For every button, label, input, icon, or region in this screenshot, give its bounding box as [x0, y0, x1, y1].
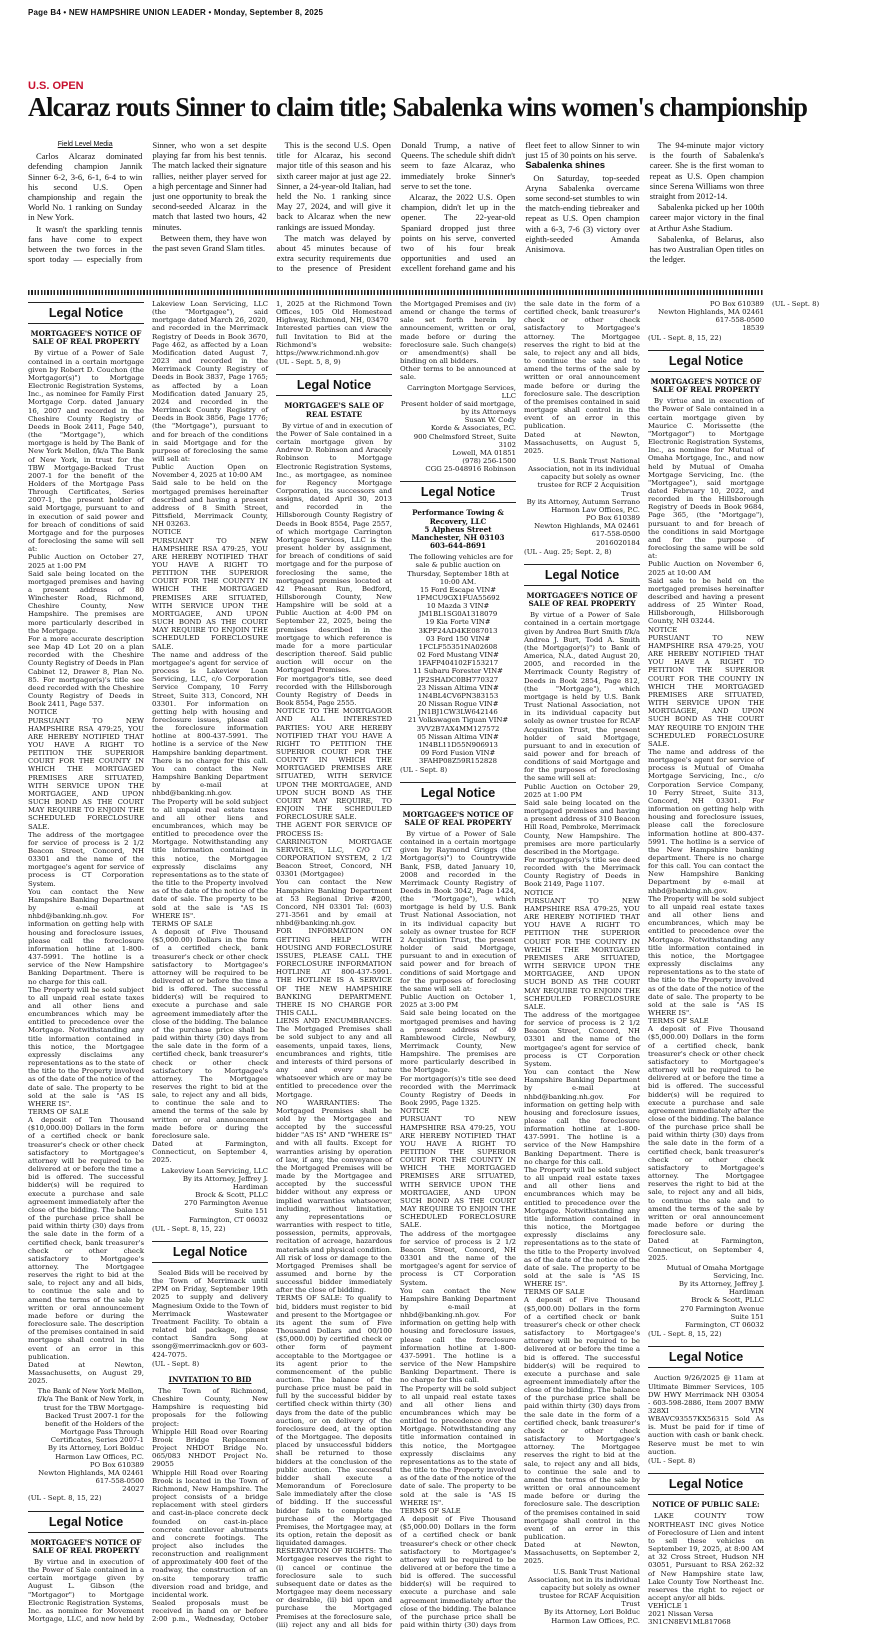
notice-body: By virtue and in execution of the Power of Sale contained in a certain mortgage given by Maurice C. Morissette (the "Mortgagor") to Mortgage Electronic Registration Systems, Inc., as nominee for Mutual of Omaha Mortgage, Inc., and now held by Mutual of Omaha Mortgage Servicing, Inc. (the "Mortgagee"), said mortgage dated February 10, 2022, and recorded in the Hillsborough Registry of Deeds in Book 9684, Page 365, (the "Mortgage"), pursuant to and for breach of the conditions in said Mortgage and for the purpose of foreclosing the same will be sold at: Public Auction on November 6, 2025 at 10:00 AM Said sale to be held on the mortgaged premises hereinafter described and having a present address of 25 Winter Road, Hillsborough, Hillsborough County, NH 03244. NOTICE PURSUANT TO NEW HAMPSHIRE RSA 479:25, YOU ARE HEREBY NOTIFIED THAT YOU HAVE A RIGHT TO PETITION THE SUPERIOR COURT FOR THE COUNTY IN WHICH THE MORTGAGED PREMISES ARE SITUATED, WITH SERVICE UPON THE MORTGAGEE, AND UPON SUCH BOND AS THE COURT MAY REQUIRE TO ENJOIN THE SCHEDULED FORECLOSURE SALE. The name and address of the mortgagee's agent for service of process is Mutual of Omaha Mortgage Servicing, Inc., c/o Corporation Service Company, 10 Ferry Street, Suite 313, Concord, NH 03301. For information on getting help with housing and foreclosure issues, please call the foreclosure information hotline at 800-437-5991. The hotline is a service of the New Hampshire banking department. There is no charge for this call. You can contact the New Hampshire Banking Department by e-mail at nhbd@banking.nh.gov. The Property will be sold subject to all unpaid real estate taxes and all other liens and encumbrances, which may be entitled to precedence over the Mortgage. Notwithstanding any title information contained in this notice, the Mortgagee expressly disclaims any representations as to the state of the title to the Property involved as of the date of the notice of the date of sale. The property to be sold at the sale is "AS IS WHERE IS". TERMS OF SALE A deposit of Five Thousand ($5,000.00) Dollars in the form of a certified check, bank treasurer's check or other check satisfactory to Mortgagee's attorney will be required to be delivered at or before the time a bid is offered. The successful bidder(s) will be required to execute a purchase and sale agreement immediately after the close of the bidding. The balance of the purchase price shall be paid within thirty (30) days from the sale date in the form of a certified check, bank treasurer's check or other check satisfactory to Mortgagee's attorney. The Mortgagee reserves the right to bid at the sale, to reject any and all bids, to continue the sale and to amend the terms of the sale by written or oral announcement made before or during the foreclosure sale. Dated at Farmington, Connecticut, on September 4, 2025. [648, 397, 764, 1262]
headline: Alcaraz routs Sinner to claim title; Sabalenka wins women's championship [28, 92, 808, 122]
notice-run-dates: (UL - Sept. 8, 15, 22) [648, 333, 722, 342]
notice-signature: Mutual of Omaha Mortgage Servicing, Inc. By its Attorney, Jeffrey J. Hardiman Brock & Scott, PLLC 270 Farmington Avenue Suite 151 Farmington, CT 06032 [666, 1263, 764, 1329]
notice-header: Legal Notice [648, 1473, 764, 1495]
notice-title: MORTGAGEE'S NOTICE OF SALE OF REAL PROPERTY [30, 329, 142, 347]
notice-body: By virtue of a Power of Sale contained in a certain mortgage given by Andrea Burt Smith f/k/a Andrea J. Burt, Todd A. Smith (the Mortgagor(s)") to Bank of America, N.A., dated August 20, 2005, and recorded in the Merrimack County Registry of Deeds in Book 2854, Page 812, (the "Mortgage"), which mortgage is held by U.S. Bank Trust National Association, not in its individual capacity but solely as owner trustee for RCAF Acquisition Trust, the present holder of said Mortgage, pursuant to and in execution of said power and for breach of conditions of said Mortgage and for the purposes of foreclosing the same will sell at: Public Auction on October 29, 2025 at 1:00 PM Said sale being located on the mortgaged premises and having a present address of 310 Beacon Hill Road, Pembroke, Merrimack County, New Hampshire. The premises are more particularly described in the Mortgage. For mortgagor(s)'s title see deed recorded with the Merrimack County Registry of Deeds in Book 2149, Page 1107. NOTICE PURSUANT TO NEW HAMPSHIRE RSA 479:25, YOU ARE HEREBY NOTIFIED THAT YOU HAVE A RIGHT TO PETITION THE SUPERIOR COURT FOR THE COUNTY IN WHICH THE MORTGAGED PREMISES ARE SITUATED, WITH SERVICE UPON THE MORTGAGEE, AND UPON SUCH BOND AS THE COURT MAY REQUIRE TO ENJOIN THE SCHEDULED FORECLOSURE SALE. The address of the mortgagee for service of process is 2 1/2 Beacon Street, Concord, NH 03301 and the name of the mortgagee's agent for service of process is CT Corporation System. You can contact the New Hampshire Banking Department by e-mail at nhbd@banking.nh.gov. For information on getting help with housing and foreclosure issues, please call the foreclosure information hotline at 1-800-437-5991. The hotline is a service of the New Hampshire Banking Department. There is no charge for this call. The Property will be sold subject to all unpaid real estate taxes and all other liens and encumbrances which may be entitled to precedence over the Mortgage. Notwithstanding any title information contained in this notice, the Mortgagee expressly disclaims any representations as to the state of the title to the Property involved as of the date of the notice of the date of sale. The property to be sold at the sale is "AS IS WHERE IS". TERMS OF SALE A deposit of Five Thousand ($5,000.00) Dollars in the form of a certified check or bank treasurer's check or other check satisfactory to Mortgagee's attorney will be required to be delivered at or before the time a bid is offered. The successful bidder(s) will be required to execute a purchase and sale agreement immediately after the close of the bidding. The balance of the purchase price shall be paid within thirty (30) days from the sale date in the form of a certified check, bank treasurer's check or other check satisfactory to Mortgagee's attorney. The Mortgagee reserves the right to bid at the sale, to reject any and all bids, to continue the sale and to amend the terms of the sale by written or oral announcement made before or during the foreclosure sale. The description of the premises contained in said mortgage shall control in the event of an error in this publication. Dated at Newton, Massachusetts, on September 2, 2025. [524, 611, 640, 1566]
notice-run-dates: (UL - Sept. 8, 15, 22) [152, 1224, 226, 1233]
notice-run-dates: (UL - Sept. 8, 15, 22) [648, 1330, 722, 1339]
notice-title: MORTGAGEE'S NOTICE OF SALE OF REAL PROPERTY [30, 1537, 142, 1555]
page-folio: Page B4 • NEW HAMPSHIRE UNION LEADER • Monday, September 8, 2025 [28, 8, 324, 17]
notice-body: By virtue of and in execution of the Power of Sale contained in a certain mortgage given by Andrew D. Robinson and Aracely Robinson to Mortgage Electronic Registration Systems, Inc., as mortgagee, as nominee for Regency Mortgage Corporation, its successors and assigns, dated April 30, 2013 and recorded in the Hillsborough County Registry of Deeds in Book 8554, Page 2557, of which mortgage Carrington Mortgage Services, LLC is the present holder by assignment, for breach of conditions of said mortgage and for the purpose of foreclosing the same, the mortgaged premises located at 42 Pheasant Run, Bedford, Hillsborough County, New Hampshire will be sold at a Public Auction at 4:00 PM on September 22, 2025, being the premises described in the mortgage to which reference is made for a more particular description thereof. Said public auction will occur on the Mortgaged Premises. For mortgagor's title, see deed recorded with the Hillsborough County Registry of Deeds in Book 8554, Page 2555. NOTICE TO THE MORTGAGOR AND ALL INTERESTED PARTIES: YOU ARE HEREBY NOTIFIED THAT YOU HAVE A RIGHT TO PETITION THE SUPERIOR COURT FOR THE COUNTY IN WHICH THE MORTGAGED PREMISES ARE SITUATED, WITH SERVICE UPON THE MORTGAGEE, AND UPON SUCH BOND AS THE COURT MAY REQUIRE, TO ENJOIN THE SCHEDULED FORECLOSURE SALE. THE AGENT FOR SERVICE OF PROCESS IS: CARRINGTON MORTGAGE SERVICES, LLC, C/O CT CORPORATION SYSTEM, 2 1/2 Beacon Street, Concord, NH 03301 (Mortgagee) You can contact the New Hampshire Banking Department at 53 Regional Drive #200, Concord, NH 03301 Tel: (603) 271-3561 and by email at nhbd@banking.nh.gov. FOR INFORMATION ON GETTING HELP WITH HOUSING AND FORECLOSURE ISSUES, PLEASE CALL THE FORECLOSURE INFORMATION HOTLINE AT 800-437-5991. THE HOTLINE IS A SERVICE OF THE NEW HAMPSHIRE BANKING DEPARTMENT. THERE IS NO CHARGE FOR THIS CALL. LIENS AND ENCUMBRANCES: The Mortgaged Premises shall be sold subject to any and all easements, unpaid taxes, liens, encumbrances and rights, title and interests of third persons of any and every nature whatsoever which are or may be entitled to precedence over the Mortgage. NO WARRANTIES: The Mortgaged Premises shall be sold by the Mortgagee and accepted by the successful bidder "AS IS" AND "WHERE IS" and with all faults. Except for warranties arising by operation of law, if any, the conveyance of the Mortgaged Premises will be made by the Mortgagee and accepted by the successful bidder without any express or implied warranties whatsoever, including, without limitation, any representations or warranties with respect to title, possession, permits, approvals, recitation of acreage, hazardous materials and physical condition. All risk of loss or damage to the Mortgaged Premises shall be assumed and borne by the successful bidder immediately after the close of bidding. TERMS OF SALE: To qualify to bid, bidders must register to bid and present to the Mortgagee or its agent the sum of Five Thousand Dollars and 00/100 ($5,000.00) by certified check or other form of payment acceptable to the Mortgagee or its agent prior to the commencement of the public auction. The balance of the purchase price must be paid in full by the successful bidder by certified check within thirty (30) days from the date of the public auction, or on delivery of the foreclosure deed, at the option of the Mortgagee. The deposits placed by unsuccessful bidders shall be returned to those bidders at the conclusion of the public auction. The successful bidder shall execute a Memorandum of Foreclosure Sale immediately after the close of bidding. If the successful bidder fails to complete the purchase of the Mortgaged Premises, the Mortgagee may, at its option, retain the deposit as liquidated damages. RESERVATION OF RIGHTS: The Mortgagee reserves the right to (i) cancel or continue the foreclosure sale to such subsequent date or dates as the Mortgagee may deem necessary or desirable, (ii) bid upon and purchase the Mortgaged Premises at the foreclosure sale, (iii) reject any and all bids for the Mortgaged Premises and (iv) amend or change the terms of sale set forth herein by announcement, written or oral, made before or during the foreclosure sale. Such change(s) or amendment(s) shall be binding on all bidders. Other terms to be announced at sale. [276, 300, 516, 1629]
story-paragraph: Sabalenka picked up her 100th career major victory in the final at Arthur Ashe Stadium. [649, 202, 764, 233]
notice-body: Sealed Bids will be received by the Town of Merrimack until 2PM on Friday, September 19th 2025 to supply and delivery Magnesium Oxide to the Town of Merrimack Wastewater Treatment Facility. To obtain a related bid package, please contact Sandra Song at ssong@merrimacknh.gov or 603-424-7075. [152, 1268, 271, 1359]
legal-notice [648, 350, 764, 1338]
notice-header: Legal Notice [276, 374, 392, 396]
section-kicker: U.S. OPEN [28, 80, 84, 92]
notice-title: MORTGAGEE'S NOTICE OF SALE OF REAL PROPERTY [650, 376, 762, 395]
story-paragraph: Sabalenka, of Belarus, also has two Australian Open titles on the ledger. [649, 233, 764, 265]
notice-body: Auction 9/26/2025 @ 11am at Ultimate Bimmer Services, 105 DW HWY Merrimack NH 03054 - 603-598-2886, Item 2007 BMW 328XI VIN WBAVC93557KX56315 Sold As is. Must be paid for if time of auction with cash or bank check. Reserve must be met to win auction. [648, 1374, 767, 1456]
notice-run-dates: (UL - Sept. 5, 8, 9) [276, 358, 341, 367]
story-paragraph: The match was delayed by about 45 minutes because of extra security requirements due to the presence of President Donald Trump, a native of Queens. The schedule shift didn't seem to faze Alcaraz, who immediately broke Sinner's serve to set the tone. [276, 140, 516, 274]
notice-header: Legal Notice [28, 1511, 144, 1533]
notice-header: Legal Notice [648, 1346, 764, 1368]
legal-notice [400, 481, 516, 774]
notice-header: Legal Notice [152, 1241, 268, 1263]
notice-signature: U.S. Bank Trust National Association, not in its individual capacity but solely as owner trustee for RCF 2 Acquisition Trust By its Attorney, Autumn Serrano Harmon Law Offices, P.C. PO Box 610389 Newton Highlands, MA 02461 617-558-0500 2016020184 [526, 456, 640, 547]
notice-signature: U.S. Bank Trust National Association, not in its individual capacity but solely as owner trustee for RCAF Acquisition Trust By its Attorney, Lori Bolduc Harmon Law Offices, P.C. PO Box 610389 Newton Highlands, MA 02461 617-558-0500 18539 [528, 300, 764, 1625]
notice-title: MORTGAGEE'S NOTICE OF SALE OF REAL PROPERTY [402, 809, 514, 827]
notice-run-dates: (UL - Sept. 8) [648, 1456, 696, 1465]
notice-run-dates: (UL - Aug. 25; Sept. 2, 8) [524, 547, 612, 556]
notice-header: Legal Notice [400, 782, 516, 804]
notice-title: MORTGAGEE'S NOTICE OF SALE OF REAL PROPERTY [526, 591, 638, 609]
story-paragraph: Alcaraz, the 2022 U.S. Open champion, didn't let up in the opener. The 22-year-old Spaniard dropped just three points on his serve, converted two of his four break opportunities and used an excellent forehand game and his fleet feet to allow Sinner to win just 15 of 30 points on his serve. [400, 140, 640, 274]
notice-run-dates: (UL - Sept. 8) [772, 300, 820, 308]
legal-notices [28, 300, 820, 1630]
notice-body: By virtue of a Power of Sale contained in a certain mortgage given by Robert D. Couchon (the Mortgagor(s)") to Mortgage Electronic Registration Systems, Inc., as nominee for Family First Mortgage Corp. dated January 16, 2007 and recorded in the Cheshire County Registry of Deeds in Book 2411, Page 540, (the "Mortgage"), which mortgage is held by The Bank of New York Mellon, f/k/a The Bank of New York, in trust for the TBW Mortgage-Backed Trust 2007-1 for the benefit of the Holders of the Mortgage Pass Through Certificates, Series 2007-1, the present holder of said Mortgage, pursuant to and in execution of said power and for breach of conditions of said Mortgage and for the purposes of foreclosing the same will sell at: Public Auction on October 27, 2025 at 1:00 PM Said sale being located on the mortgaged premises and having a present address of 80 Winchester Road, Richmond, Cheshire County, New Hampshire. The premises are more particularly described in the Mortgage. For a more accurate description see Map 4D Lot 20 on a plan recorded with the Cheshire County Registry of Deeds in Plan Cabinet 12, Drawer 8, Plan No. 85. For mortgagor(s)'s title see deed recorded with the Cheshire County Registry of Deeds in Book 2411, Page 537. NOTICE PURSUANT TO NEW HAMPSHIRE RSA 479:25, YOU ARE HEREBY NOTIFIED THAT YOU HAVE A RIGHT TO PETITION THE SUPERIOR COURT FOR THE COUNTY IN WHICH THE MORTGAGED PREMISES ARE SITUATED, WITH SERVICE UPON THE MORTGAGEE, AND UPON SUCH BOND AS THE COURT MAY REQUIRE TO ENJOIN THE SCHEDULED FORECLOSURE SALE. The address of the mortgagee for service of process is 2 1/2 Beacon Street, Concord, NH 03301 and the name of the mortgagee's agent for service of process is CT Corporation System. You can contact the New Hampshire Banking Department by e-mail at nhbd@banking.nh.gov. For information on getting help with housing and foreclosure issues, please call the foreclosure information hotline at 1-800-437-5991. The hotline is a service of the New Hampshire Banking Department. There is no charge for this call. The Property will be sold subject to all unpaid real estate taxes and all other liens and encumbrances which may be entitled to precedence over the Mortgage. Notwithstanding any title information contained in this notice, the Mortgagee expressly disclaims any representations as to the state of the title to the Property involved as of the date of the notice of the date of sale. The property to be sold at the sale is "AS IS WHERE IS". TERMS OF SALE A deposit of Ten Thousand ($10,000.00) Dollars in the form of a certified check or bank treasurer's check or other check satisfactory to Mortgagee's attorney will be required to be delivered at or before the time a bid is offered. The successful bidder(s) will be required to execute a purchase and sale agreement immediately after the close of the bidding. The balance of the purchase price shall be paid within thirty (30) days from the sale date in the form of a certified check, bank treasurer's check or other check satisfactory to Mortgagee's attorney. The Mortgagee reserves the right to bid at the sale, to reject any and all bids, to continue the sale and to amend the terms of the sale by written or oral announcement made before or during the foreclosure sale. The description of the premises contained in said mortgage shall control in the event of an error in this publication. Dated at Newton, Massachusetts, on August 29, 2025. [28, 349, 144, 1386]
byline: Field Level Media [57, 141, 113, 148]
notice-body: LAKE COUNTY TOW NORTHEAST INC gives Notice of Foreclosure of Lien and intent to sell these vehicles on September 19, 2025, at 8:00 AM at 32 Cross Street, Hudson NH 03051, Pursuant to RSA 262:32 of New Hampshire state law, Lake County Tow Northeast Inc. reserves the right to reject or accept any/or all bids. VEHICLE 1 2021 Nissan Versa 3N1CN8EV1ML817068 [648, 1512, 764, 1627]
story-paragraph: This is the second U.S. Open title for Alcaraz, his second major title of this season and his sixth career major at just age 22. Sinner, a 24-year-old Italian, had held the No. 1 ranking since May 27, 2024, and will give it back to Alcaraz when the new rankings are issued Monday. [276, 140, 391, 232]
notice-run-dates: (UL - Sept. 8, 15, 22) [28, 1494, 102, 1503]
notice-header: Legal Notice [28, 302, 144, 324]
section-divider [28, 290, 764, 295]
notice-title: NOTICE OF PUBLIC SALE: [652, 1500, 760, 1510]
notice-body: By virtue of a Power of Sale contained in a certain mortgage given by Raymond Griggs (the Mortgagor(s)") to Countrywide Bank, FSB, dated January 10, 2008 and recorded in the Merrimack County Registry of Deeds in Book 3042, Page 1424, (the "Mortgage"), which mortgage is held by U.S. Bank Trust National Association, not in its individual capacity but solely as owner trustee for RCF 2 Acquisition Trust, the present holder of said Mortgage, pursuant to and in execution of said power and for breach of conditions of said Mortgage and for the purposes of foreclosing the same will sell at: Public Auction on October 1, 2025 at 3:00 PM Said sale being located on the mortgaged premises and having a present address of 49 Ramblewood Circle, Newbury, Merrimack County, New Hampshire. The premises are more particularly described in the Mortgage. For mortgagor(s)'s title see deed recorded with the Merrimack County Registry of Deeds in Book 2995, Page 1325. NOTICE PURSUANT TO NEW HAMPSHIRE RSA 479:25, YOU ARE HEREBY NOTIFIED THAT YOU HAVE A RIGHT TO PETITION THE SUPERIOR COURT FOR THE COUNTY IN WHICH THE MORTGAGED PREMISES ARE SITUATED, WITH SERVICE UPON THE MORTGAGEE, AND UPON SUCH BOND AS THE COURT MAY REQUIRE TO ENJOIN THE SCHEDULED FORECLOSURE SALE. The address of the mortgagee for service of process is 2 1/2 Beacon Street, Concord, NH 03301 and the name of the mortgagee's agent for service of process is CT Corporation System. You can contact the New Hampshire Banking Department by e-mail at nhbd@banking.nh.gov. For information on getting help with housing and foreclosure issues, please call the foreclosure information hotline at 1-800-437-5991. The hotline is a service of the New Hampshire Banking Department. There is no charge for this call. The Property will be sold subject to all unpaid real estate taxes and all other liens and encumbrances which may be entitled to precedence over the Mortgage. Notwithstanding any title information contained in this notice, the Mortgagee expressly disclaims any representations as to the state of the title to the Property involved as of the date of the notice of the date of sale. The property to be sold at the sale is "AS IS WHERE IS". TERMS OF SALE A deposit of Five Thousand ($5,000.00) Dollars in the form of a certified check or bank treasurer's check or other check satisfactory to Mortgagee's attorney will be required to be delivered at or before the time a bid is offered. The successful bidder(s) will be required to execute a purchase and sale agreement immediately after the close of the bidding. The balance of the purchase price shall be paid within thirty (30) days from the sale date in the form of a certified check, bank treasurer's check or other check satisfactory to Mortgagee's attorney. The Mortgagee reserves the right to bid at the sale, to reject any and all bids, to continue the sale and to amend the terms of the sale by written or oral announcement made before or during the foreclosure sale. The description of the premises contained in said mortgage shall control in the event of an error in this publication. Dated at Newton, Massachusetts, on August 5, 2025. [400, 300, 640, 1630]
story-paragraph: The 94-minute major victory is the fourth of Sabalenka's career. She is the first woman to repeat as U.S. Open champion since Serena Williams won three straight from 2012-14. [649, 140, 764, 202]
news-story [28, 140, 764, 282]
notice-body: The Town of Richmond, Cheshire County, New Hampshire is requesting bid proposals for the following project: Whipple Hill Road over Roaring Brook Bridge Replacement Project NHDOT Bridge No. 065/083 NHDOT Project No. 29055 Whipple Hill Road over Roaring Brook is located in the Town of Richmond, New Hampshire. The project consists of a bridge replacement with steel girders and cast-in-place concrete deck founded on cast-in-place concrete cantilever abutments and concrete footings. The project also includes the reconstruction and realignment of approximately 400 feet of the roadway, the construction of an on-site temporary traffic diversion road and bridge, and incidental work. Sealed proposals must be received in hand on or before 2:00 p.m., Wednesday, October 1, 2025 at the Richmond Town Offices, 105 Old Homestead Highway, Richmond, NH, 03470 Interested parties can view the full Invitation to Bid at the Richmond's website: https://www.richmond.nh.gov [152, 300, 392, 1624]
notice-title: INVITATION TO BID [168, 1374, 252, 1384]
notice-title: Performance Towing & Recovery, LLC 5 Alpheus Street Manchester, NH 03103 603-644-8691 [411, 508, 505, 551]
notice-signature: The Bank of New York Mellon, f/k/a The Bank of New York, in trust for the TBW Mortgage-Backed Trust 2007-1 for the benefit of the Holders of the Mortgage Pass Through Certificates, Series 2007-1 By its Attorney, Lori Bolduc Harmon Law Offices, P.C. PO Box 610389 Newton Highlands, MA 02461 617-558-0500 24027 [37, 1387, 144, 1494]
notice-title: MORTGAGEE'S SALE OF REAL ESTATE [284, 401, 384, 419]
legal-notice [28, 302, 144, 1503]
story-subhead: Sabalenka shines [525, 160, 606, 172]
notice-signature: Lakeview Loan Servicing, LLC By its Attorney, Jeffrey J. Hardiman Brock & Scott, PLLC 270 Farmington Avenue Suite 151 Farmington, CT 06032 [161, 1166, 268, 1224]
notice-header: Legal Notice [524, 564, 640, 586]
notice-header: Legal Notice [400, 481, 516, 503]
story-paragraph: Between them, they have won the past seven Grand Slam titles. [152, 232, 267, 254]
story-paragraph: Carlos Alcaraz dominated defending champion Jannik Sinner 6-2, 3-6, 6-1, 6-4 to win his second U.S. Open championship and regain the World No. 1 ranking on Sunday in New York. [28, 151, 143, 223]
notice-header: Legal Notice [648, 350, 764, 372]
notice-run-dates: (UL - Sept. 8) [400, 766, 448, 775]
notice-body: By virtue and in execution of the Power of Sale contained in a certain mortgage given by August L. Gibson (the "Mortgagor") to Mortgage Electronic Registration Systems, Inc. as nominee for Movement Mortgage, LLC, and now held by Lakeview Loan Servicing, LLC (the "Mortgagee"), said mortgage dated March 26, 2020, and recorded in the Merrimack Registry of Deeds in Book 3670, Page 462, as affected by a Loan Modification dated August 7, 2023 and recorded in the Merrimack County Registry of Deeds in Book 3837, Page 1765; as affected by a Loan Modification dated January 25, 2024 and recorded in the Merrimack County Registry of Deeds in Book 3856, Page 1776; (the "Mortgage"), pursuant to and for breach of the conditions in said Mortgage and for the purpose of foreclosing the same will sell at: Public Auction Open on November 4, 2025 at 10:00 AM Said sale to be held on the mortgaged premises hereinafter described and having a present address of 8 Smith Street, Pittsfield, Merrimack County, NH 03263. NOTICE PURSUANT TO NEW HAMPSHIRE RSA 479:25, YOU ARE HEREBY NOTIFIED THAT YOU HAVE A RIGHT TO PETITION THE SUPERIOR COURT FOR THE COUNTY IN WHICH THE MORTGAGED PREMISES ARE SITUATED, WITH SERVICE UPON THE MORTGAGEE, AND UPON SUCH BOND AS THE COURT MAY REQUIRE TO ENJOIN THE SCHEDULED FORECLOSURE SALE. The name and address of the mortgagee's agent for service of process is Lakeview Loan Servicing, LLC, c/o Corporation Service Company, 10 Ferry Street, Suite 313, Concord, NH 03301. For information on getting help with housing and foreclosure issues, please call the foreclosure information hotline at 800-437-5991. The hotline is a service of the New Hampshire banking department. There is no charge for this call. You can contact the New Hampshire Banking Department by e-mail at nhbd@banking.nh.gov. The Property will be sold subject to all unpaid real estate taxes and all other liens and encumbrances, which may be entitled to precedence over the Mortgage. Notwithstanding any title information contained in this notice, the Mortgagee expressly disclaims any representations as to the state of the title to the Property involved as of the date of the notice of the date of sale. The property to be sold at the sale is "AS IS WHERE IS". TERMS OF SALE A deposit of Five Thousand ($5,000.00) Dollars in the form of a certified check, bank treasurer's check or other check satisfactory to Mortgagee's attorney will be required to be delivered at or before the time a bid is offered. The successful bidder(s) will be required to execute a purchase and sale agreement immediately after the close of the bidding. The balance of the purchase price shall be paid within thirty (30) days from the sale date in the form of a certified check, bank treasurer's check or other check satisfactory to Mortgagee's attorney. The Mortgagee reserves the right to bid at the sale, to reject any and all bids, to continue the sale and to amend the terms of the sale by written or oral announcement made before or during the foreclosure sale. Dated at Farmington, Connecticut, on September 4, 2025. [28, 300, 268, 1624]
notice-run-dates: (UL - Sept. 8) [152, 1359, 200, 1368]
legal-notice [648, 1346, 767, 1465]
legal-notice [152, 1241, 271, 1368]
story-paragraph: It wasn't the sparkling tennis fans have come to expect between the two forces in the sport today — especially from Sinner, who won a set despite playing far from his best tennis. The match lacked their signature rallies, neither player served for a high percentage and Sinner had just one opportunity to break the second-seeded Alcaraz in the match that lasted two hours, 42 minutes. [28, 140, 267, 265]
notice-signature: Carrington Mortgage Services, LLC Present holder of said mortgage, by its Attorneys Susan W. Cody Korde & Associates, P.C. 900 Chelmsford Street, Suite 3102 Lowell, MA 01851 (978) 256-1500 CGG 25-048916 Robinson [400, 383, 516, 474]
notice-body: The following vehicles are for sale & public auction on Thursday, September 18th at 10:00 AM. 15 Ford Escape VIN# 1FMCU9GX1FUA55692 10 Mazda 3 VIN# JM1BL1SG0A1318079 19 Kia Forte VIN# 3KPF24AD4KE087013 03 Ford 150 VIN# 1FCLF55351NA02608 02 Ford Mustang VIN# 1FAFP404102F153217 11 Subaru Forester VIN# JF2SHADC0BH770327 23 Nissan Altima VIN# 1N4BL4CV6PN383153 20 Nissan Rogue VIN# JN1BJ1CW3LW642146 21 Volkswagen Tiguan VIN# 3VV2B7AX4MM127572 05 Nissan Altima VIN# 1N4BL11D55N906913 09 Ford Fusion VIN# 3FAHP08Z59R152828 [407, 553, 513, 766]
story-paragraph: On Saturday, top-seeded Aryna Sabalenka overcame some second-set stumbles to win the match-ending tiebreaker and repeat as U.S. Open champion with a 6-3, 7-6 (3) victory over eighth-seeded Amanda Anisimova. [525, 172, 640, 255]
